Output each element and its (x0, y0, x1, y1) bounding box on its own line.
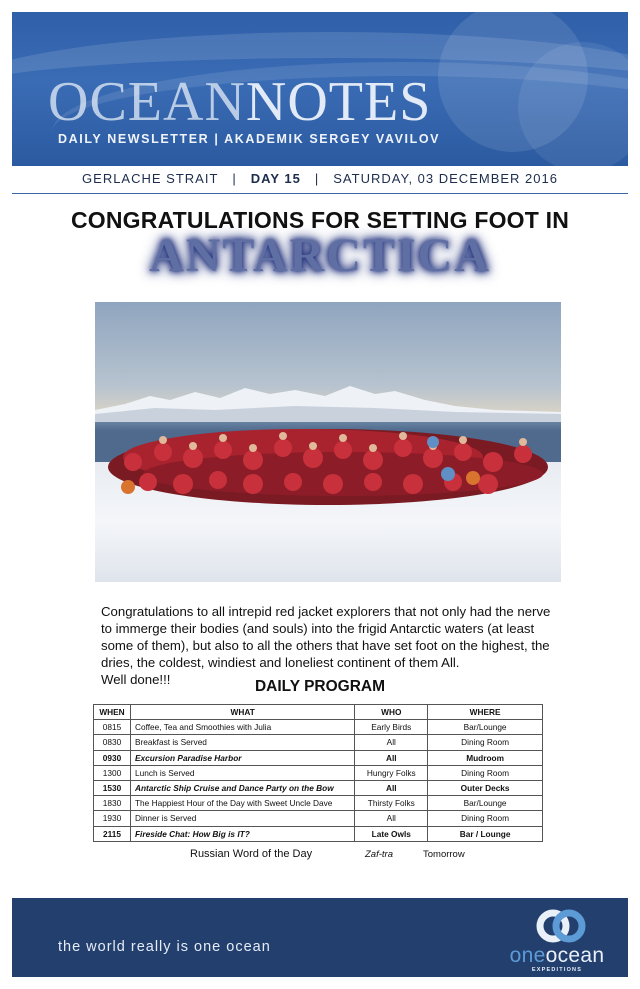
table-header-row (94, 705, 543, 720)
program-row (94, 826, 543, 841)
issue-date: SATURDAY, 03 DECEMBER 2016 (333, 171, 558, 186)
program-activity: Excursion Paradise Harbor (130, 750, 354, 765)
header-who: WHO (355, 705, 428, 720)
program-time: 0815 (94, 720, 131, 735)
program-time: 0930 (94, 750, 131, 765)
program-audience: Hungry Folks (355, 765, 428, 780)
daily-program-title: DAILY PROGRAM (254, 678, 386, 695)
program-row (94, 796, 543, 811)
program-location: Dining Room (428, 765, 543, 780)
program-activity: Coffee, Tea and Smoothies with Julia (130, 720, 354, 735)
program-location: Dining Room (428, 811, 543, 826)
logo-word-one: one (509, 944, 546, 967)
footer-banner (12, 898, 628, 977)
program-audience: Early Birds (355, 720, 428, 735)
logo-rings-icon (535, 908, 587, 944)
newsletter-title (48, 71, 432, 133)
header-when: WHEN (94, 705, 131, 720)
program-activity: Breakfast is Served (130, 735, 354, 750)
separator: | (314, 171, 320, 186)
header-what: WHAT (130, 705, 354, 720)
one-ocean-logo (497, 908, 617, 974)
program-time: 2115 (94, 826, 131, 841)
issue-info-bar (12, 166, 628, 194)
program-row (94, 735, 543, 750)
russian-word-meaning: Tomorrow (423, 849, 465, 860)
russian-word-label: Russian Word of the Day (190, 848, 313, 860)
russian-word: Zaf-tra (365, 849, 393, 860)
program-time: 1930 (94, 811, 131, 826)
title-part-ocean: OCEAN (48, 71, 246, 133)
header-where: WHERE (428, 705, 543, 720)
logo-wordmark (497, 944, 617, 968)
program-row (94, 811, 543, 826)
masthead-banner (12, 12, 628, 166)
group-photo (95, 302, 561, 582)
red-jacket-group (103, 412, 553, 512)
program-time: 0830 (94, 735, 131, 750)
program-audience: All (355, 780, 428, 795)
logo-word-ocean: ocean (545, 944, 605, 967)
program-row (94, 780, 543, 795)
program-audience: All (355, 811, 428, 826)
program-location: Mudroom (428, 750, 543, 765)
program-row (94, 765, 543, 780)
daily-program-table (93, 704, 543, 842)
program-audience: All (355, 735, 428, 750)
program-activity: Fireside Chat: How Big is IT? (130, 826, 354, 841)
program-activity: Antarctic Ship Cruise and Dance Party on the Bow (130, 780, 354, 795)
headline: CONGRATULATIONS FOR SETTING FOOT IN (70, 207, 570, 233)
title-part-notes: NOTES (245, 71, 432, 133)
program-row (94, 720, 543, 735)
footer-tagline: the world really is one ocean (58, 939, 271, 955)
program-time: 1300 (94, 765, 131, 780)
day-number: DAY 15 (250, 171, 301, 186)
program-audience: Late Owls (355, 826, 428, 841)
program-activity: Lunch is Served (130, 765, 354, 780)
logo-expeditions: EXPEDITIONS (531, 967, 583, 973)
program-activity: Dinner is Served (130, 811, 354, 826)
program-location: Bar / Lounge (428, 826, 543, 841)
program-row (94, 750, 543, 765)
well-done-text: Well done!!! (101, 672, 171, 687)
program-location: Bar/Lounge (428, 796, 543, 811)
program-location: Dining Room (428, 735, 543, 750)
program-audience: Thirsty Folks (355, 796, 428, 811)
separator: | (232, 171, 237, 186)
congratulations-paragraph: Congratulations to all intrepid red jacket explorers that not only had the nerve to immerge their bodies (and souls) into the frigid Antarctic waters (at least some of them), but also to all the others that have set foot on the highest, the dries, the coldest, windiest and loneliest continent of them All. (101, 604, 551, 670)
program-activity: The Happiest Hour of the Day with Sweet Uncle Dave (130, 796, 354, 811)
program-location: Outer Decks (428, 780, 543, 795)
headline-antarctica: ANTARCTICA (149, 229, 491, 282)
program-time: 1530 (94, 780, 131, 795)
program-location: Bar/Lounge (428, 720, 543, 735)
program-time: 1830 (94, 796, 131, 811)
congratulations-text (101, 603, 561, 688)
newsletter-subtitle: DAILY NEWSLETTER | AKADEMIK SERGEY VAVILOV (58, 132, 441, 146)
program-audience: All (355, 750, 428, 765)
location-text: GERLACHE STRAIT (82, 171, 219, 186)
